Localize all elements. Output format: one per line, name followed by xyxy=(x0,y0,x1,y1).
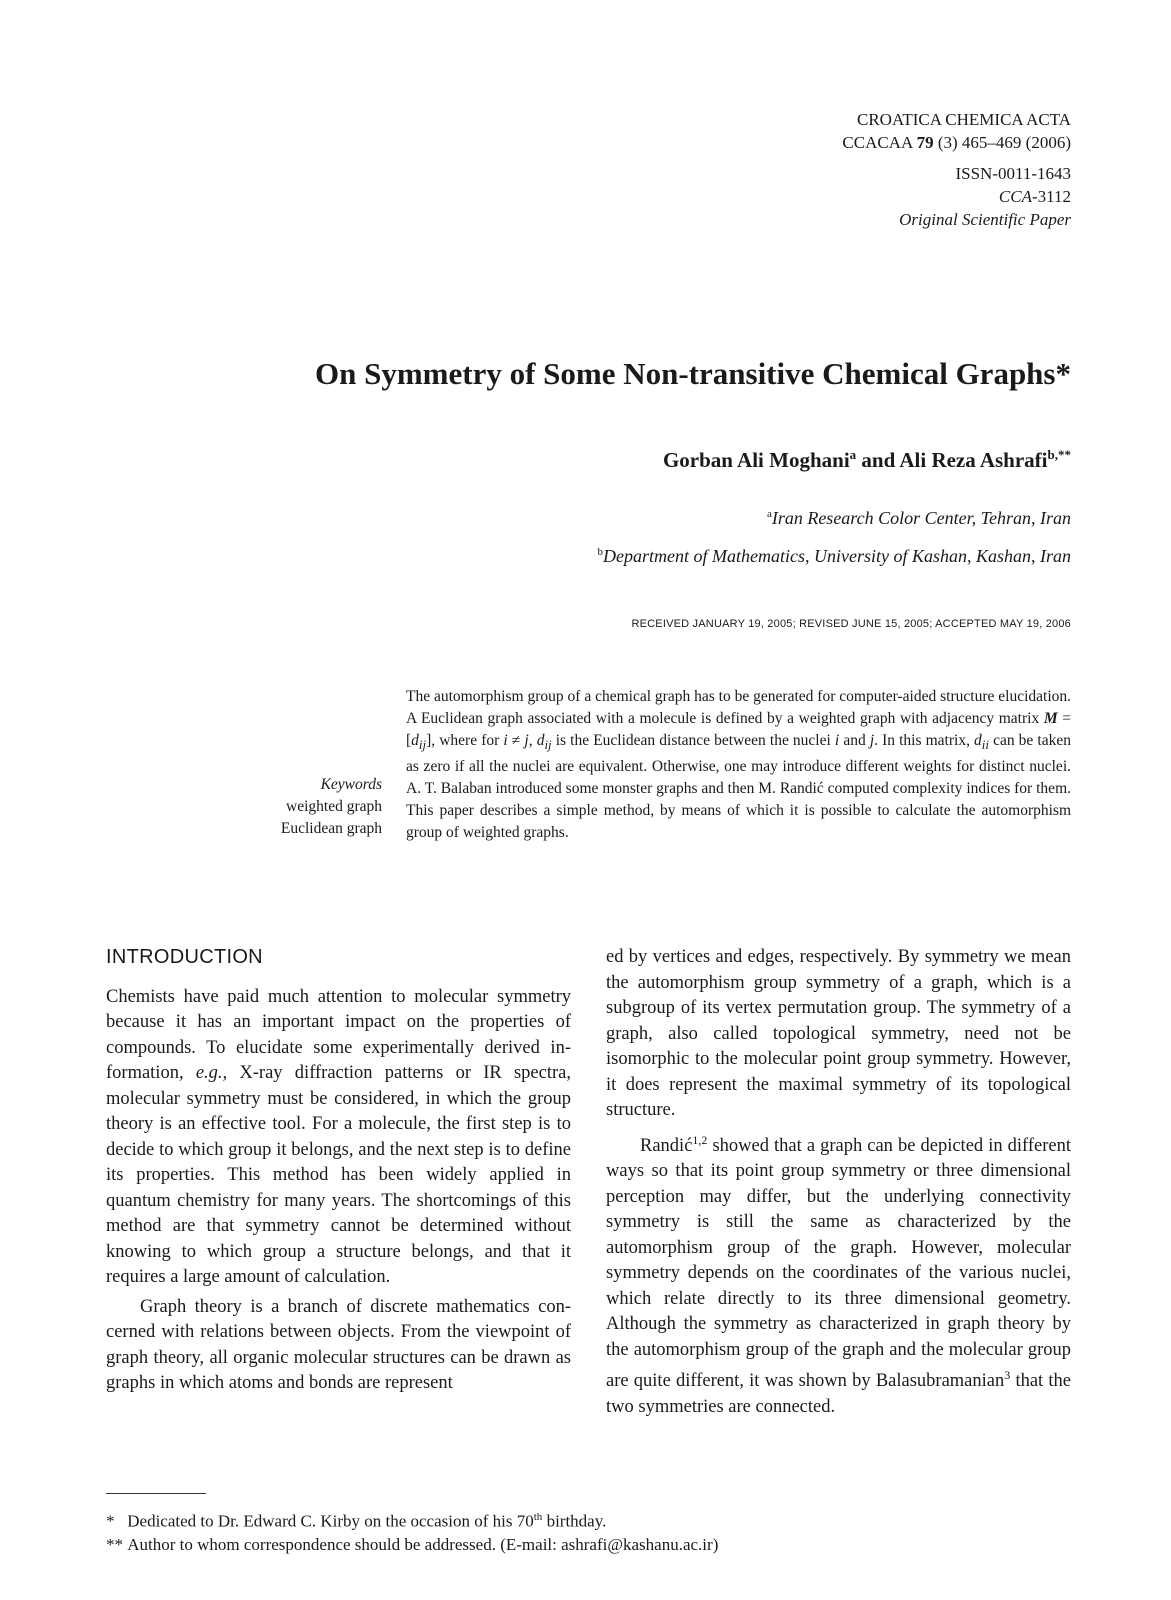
cca-number: CCA-3112 xyxy=(998,187,1071,206)
intro-left-column xyxy=(106,945,571,1397)
intro-paragraph-2: Graph theory is a branch of discrete mathematics concerned with relations between objects. From the viewpoint of graph theory, all organic molecular structures can be drawn as graphs in which atoms and bonds are represent xyxy=(106,1296,571,1393)
section-heading-introduction: INTRODUCTION xyxy=(106,946,263,968)
affiliation-b: $^b$Department of Mathematics, University of Kashan, Kashan, Iran xyxy=(597,546,1071,566)
intro-right-column xyxy=(606,945,1071,1420)
received-dates: RECEIVED JANUARY 19, 2005; REVISED JUNE 15, 2005; ACCEPTED MAY 19, 2006 xyxy=(631,618,1071,630)
affiliation-a: $^a$Iran Research Color Center, Tehran, Iran xyxy=(766,508,1071,528)
abstract: The automorphism group of a chemical graph has to be generated for computer-aided structure elucidation. A Euclidean graph associated with a molecule is defined by a weighted graph with adjacency matrix $M = [d_{ij}]$, where for i ≠ j, $d_{ij}$ is the Euclidean distance between the nuclei i and j. In this matrix, $d_{ii}$ can be taken as zero if all the nuclei are equivalent. Otherwise, one may introduce different weights for distinct nuclei. A. T. Balaban introduced some monster graphs and then M. Randić computed complexity indices for them. This paper describes a simple method, by means of which it is possible to calculate the automorphism group of weighted graphs. xyxy=(406,688,1071,842)
journal-citation: CCACAA 79 (3) 465–469 (2006) xyxy=(842,133,1071,152)
journal-name: CROATICA CHEMICA ACTA xyxy=(856,110,1071,129)
paper-title: On Symmetry of Some Non-transitive Chemical Graphs* xyxy=(315,356,1071,391)
footnote-rule xyxy=(106,1493,206,1494)
journal-header xyxy=(571,108,1071,231)
footnotes xyxy=(106,1506,1006,1556)
footnote-2: ** Author to whom correspondence should be addressed. (E-mail: ashrafi@kashanu.ac.ir) xyxy=(106,1534,719,1554)
authors: Gorban Ali Moghani$^a$ and Ali Reza Ashrafi$^{b,**}$ xyxy=(662,447,1071,472)
issn: ISSN-0011-1643 xyxy=(955,164,1071,183)
paper-type: Original Scientific Paper xyxy=(899,210,1071,229)
keyword-item: Euclidean graph xyxy=(280,820,382,837)
keywords-heading: Keywords xyxy=(320,776,382,793)
keywords xyxy=(200,774,382,840)
footnote-1: * Dedicated to Dr. Edward C. Kirby on the occasion of his 70th birthday. xyxy=(106,1511,607,1531)
intro-paragraph-3: ed by vertices and edges, respectively. By symmetry we mean the automorphism group symmetry of a graph, which is a subgroup of its vertex permutation group. The symmetry of a graph, also called topological symmetry, need not be isomorphic to the molecular point group symmetry. However, it does represent the maximal symmetry of its topological structure. xyxy=(606,947,1071,1120)
intro-paragraph-4: Randić$^{1,2}$ showed that a graph can be depicted in different ways so that its point group symmetry or three dimensional perception may differ, but the underlying connectivity symmetry is still the same as characterized by the automorphism group of the graph. However, molecular symmetry depends on the coordinates of the various nuclei, which relate directly to its three dimensional geometry. Although the symmetry as characterized in graph theory by the automorphism group of the graph and the molecular group are quite different, it was shown by Balasubramanian$^3$ that the two symmetries are connected. xyxy=(606,1132,1071,1417)
intro-paragraph-1: Chemists have paid much attention to molecular symmetry because it has an important impact on the properties of compounds. To elucidate some experimentally derived information, e.g., X-ray diffraction patterns or IR spectra, molecular symmetry must be considered, in which the group theory is an effective tool. For a molecule, the first step is to decide to which group it belongs, and the next step is to define its properties. This method has been widely applied in quantum chemistry for many years. The shortcomings of this method are that symmetry cannot be determined without knowing to which group a structure belongs, and that it requires a large amount of calculation. xyxy=(106,986,571,1287)
keyword-item: weighted graph xyxy=(286,798,382,815)
